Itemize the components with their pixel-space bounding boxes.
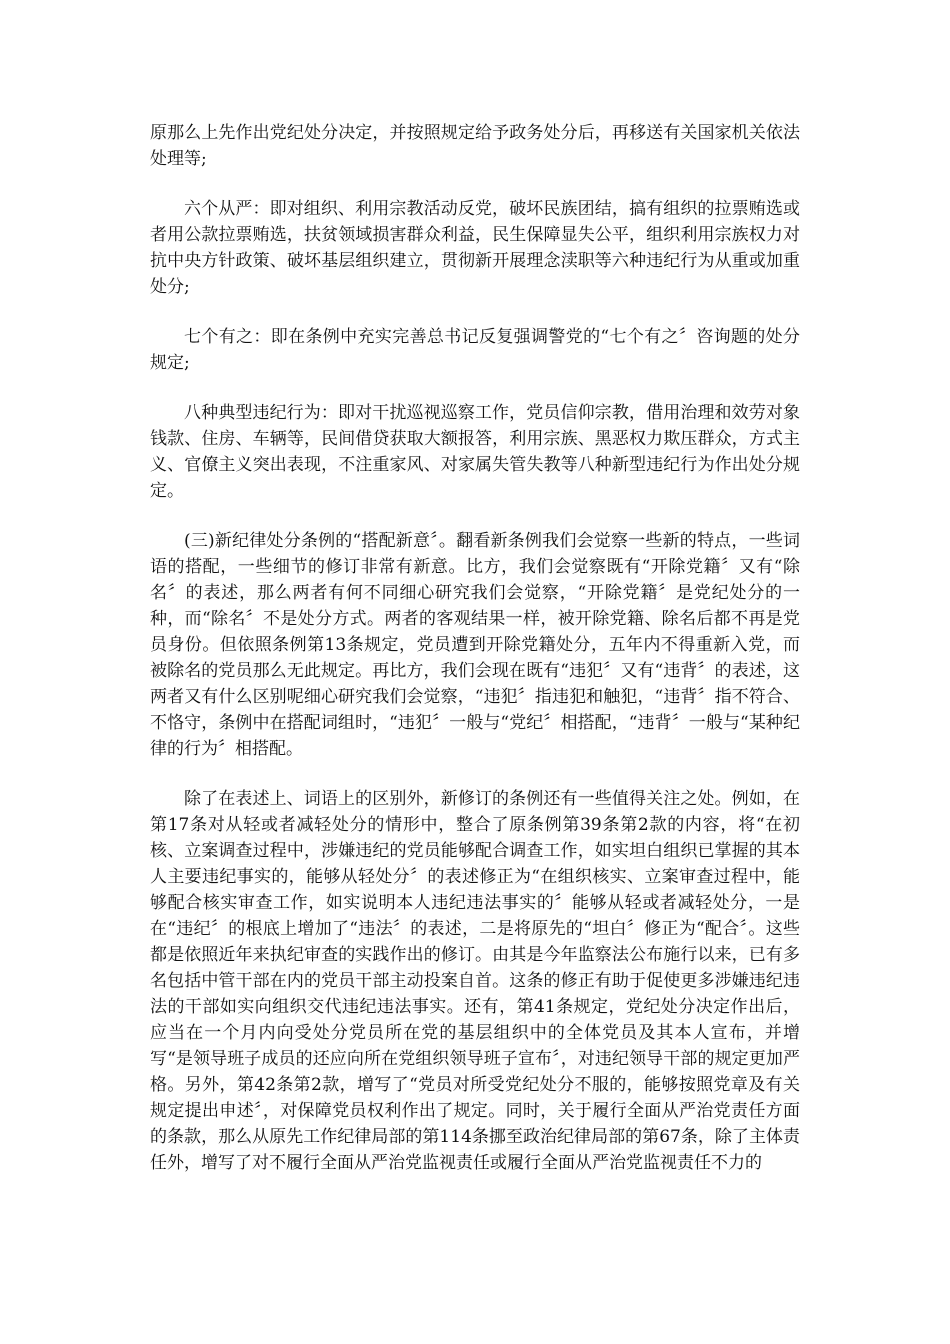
paragraph-eight-violations: 八种典型违纪行为：即对干扰巡视巡察工作，党员信仰宗教，借用治理和效劳对象钱款、住房、车辆等，民间借贷获取大额报答，利用宗族、黑恶权力欺压群众，方式主义、官僚主义突出表现，不注重家风、对家属失管失教等八种新型违纪行为作出处分规定。	[150, 403, 800, 501]
paragraph-continuation: 原那么上先作出党纪处分决定，并按照规定给予政务处分后，再移送有关国家机关依法处理等;	[150, 123, 800, 169]
paragraph-new-collocations: (三)新纪律处分条例的“搭配新意〞。翻看新条例我们会觉察一些新的特点，一些词语的搭配，一些细节的修订非常有新意。比方，我们会觉察既有“开除党籍〞又有“除名〞的表述，那么两者有何不同细心研究我们会觉察，“开除党籍〞是党纪处分的一种，而“除名〞不是处分方式。两者的客观结果一样，被开除党籍、除名后都不再是党员身份。但依照条例第13条规定，党员遭到开除党籍处分，五年内不得重新入党，而被除名的党员那么无此规定。再比方，我们会现在既有“违犯〞又有“违背〞的表述，这两者又有什么区别呢细心研究我们会觉察，“违犯〞指违犯和触犯，“违背〞指不符合、不恪守，条例中在搭配词组时，“违犯〞一般与“党纪〞相搭配，“违背〞一般与“某种纪律的行为〞相搭配。	[150, 531, 800, 759]
paragraph-seven-haves: 七个有之：即在条例中充实完善总书记反复强调警党的“七个有之〞咨询题的处分规定;	[150, 327, 800, 373]
paragraph-other-revisions: 除了在表述上、词语上的区别外，新修订的条例还有一些值得关注之处。例如，在第17条对从轻或者减轻处分的情形中，整合了原条例第39条第2款的内容，将“在初核、立案调查过程中，涉嫌违纪的党员能够配合调查工作，如实坦白组织已掌握的其本人主要违纪事实的，能够从轻处分〞的表述修正为“在组织核实、立案审查过程中，能够配合核实审查工作，如实说明本人违纪违法事实的〞能够从轻或者减轻处分，一是在“违纪〞的根底上增加了“违法〞的表述，二是将原先的“坦白〞修正为“配合〞。这些都是依照近年来执纪审查的实践作出的修订。由其是今年监察法公布施行以来，已有多名包括中管干部在内的党员干部主动投案自首。这条的修正有助于促使更多涉嫌违纪违法的干部如实向组织交代违纪违法事实。还有，第41条规定，党纪处分决定作出后，应当在一个月内向受处分党员所在党的基层组织中的全体党员及其本人宣布，并增写“是领导班子成员的还应向所在党组织领导班子宣布〞，对违纪领导干部的规定更加严格。另外，第42条第2款，增写了“党员对所受党纪处分不服的，能够按照党章及有关规定提出申述〞，对保障党员权利作出了规定。同时，关于履行全面从严治党责任方面的条款，那么从原先工作纪律局部的第114条挪至政治纪律局部的第67条，除了主体责任外，增写了对不履行全面从严治党监视责任或履行全面从严治党监视责任不力的	[150, 789, 800, 1173]
document-body	[150, 120, 800, 1200]
paragraph-six-strict: 六个从严：即对组织、利用宗教活动反党，破坏民族团结，搞有组织的拉票贿选或者用公款拉票贿选，扶贫领域损害群众利益，民生保障显失公平，组织利用宗族权力对抗中央方针政策、破坏基层组织建立，贯彻新开展理念渎职等六种违纪行为从重或加重处分;	[150, 199, 800, 297]
